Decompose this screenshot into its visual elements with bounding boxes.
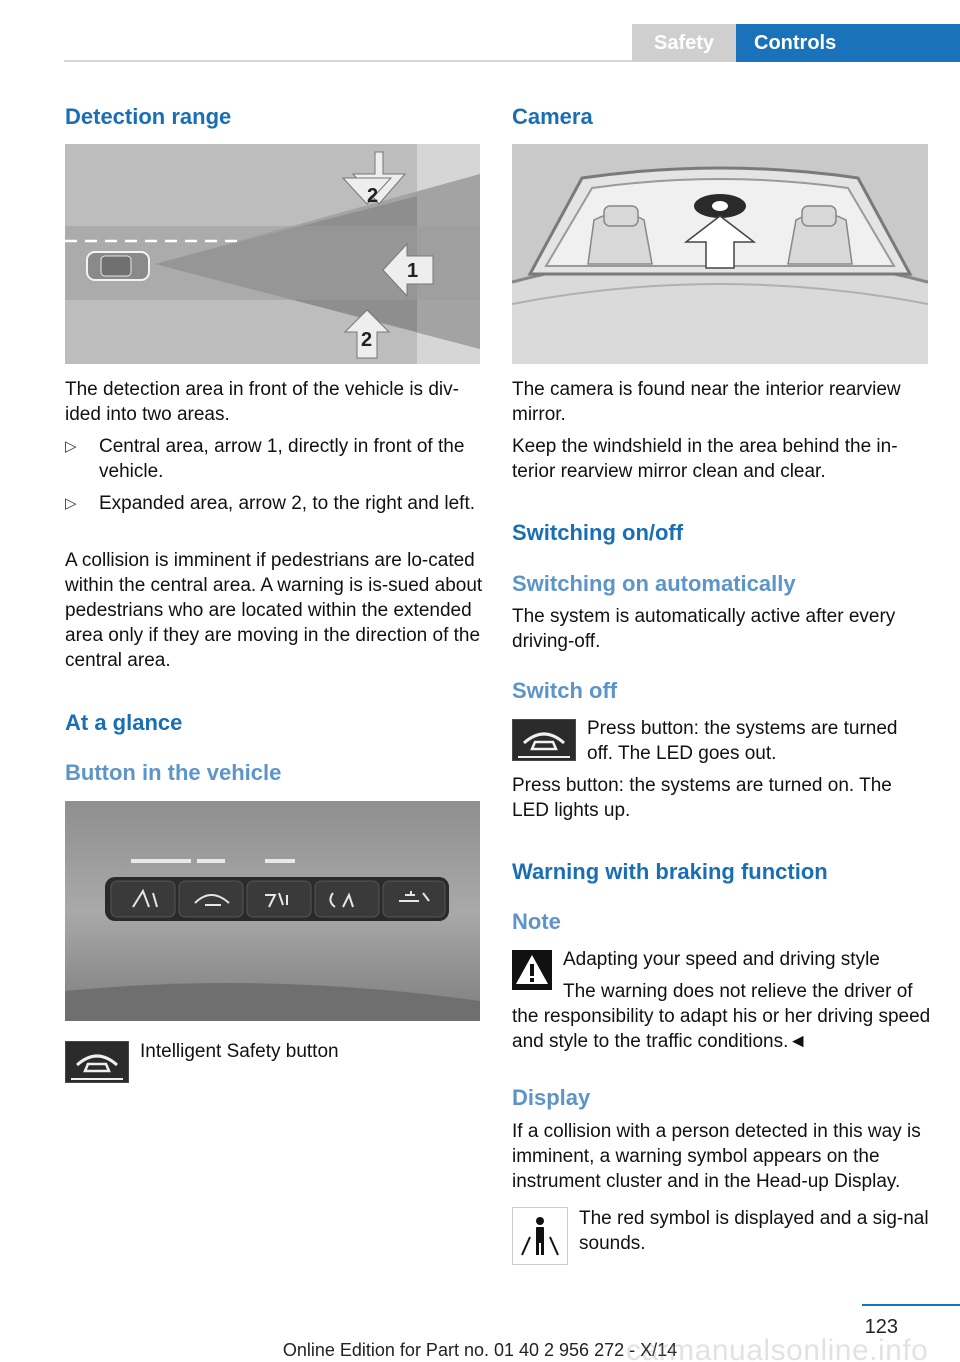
arrow-1-label: 1	[407, 260, 419, 282]
page-number: 123	[864, 1316, 898, 1338]
watermark: carmanualsonline.info	[626, 1334, 929, 1362]
bullet-arrow-icon: ▷	[65, 438, 77, 455]
bullet-expanded-area	[65, 491, 483, 541]
camera-text-1: The camera is found near the interior rearview mirror.	[512, 379, 901, 425]
detection-range-diagram	[65, 144, 480, 364]
detection-range-heading: Detection range	[65, 104, 232, 129]
camera-heading: Camera	[512, 104, 593, 129]
intelligent-safety-button-icon	[65, 1041, 129, 1083]
note-heading: Note	[512, 909, 561, 934]
switch-on-text: Press button: the systems are turned on. The LED lights up.	[512, 775, 892, 821]
red-symbol-text: The red symbol is displayed and a sig-nal sounds.	[579, 1208, 929, 1254]
edition-footer: Online Edition for Part no. 01 40 2 956 272 - X/14	[282, 1340, 678, 1360]
switch-off-heading: Switch off	[512, 678, 618, 703]
header-tab-safety: Safety	[632, 24, 736, 62]
vehicle-icon	[87, 252, 149, 280]
display-heading: Display	[512, 1085, 591, 1110]
note-text: The warning does not relieve the driver of the responsibility to adapt his or her driving speed and style to the traffic conditions.◄	[512, 981, 931, 1052]
button-panel-photo	[65, 801, 480, 1021]
at-a-glance-heading: At a glance	[65, 710, 183, 735]
auto-text: The system is automatically active after every driving-off.	[512, 606, 896, 652]
switching-heading: Switching on/off	[512, 520, 684, 545]
arrow-2-bottom-label: 2	[361, 329, 373, 351]
pedestrian-warning-icon	[512, 1207, 568, 1265]
switch-off-text: Press button: the systems are turned off. The LED goes out.	[587, 718, 898, 764]
note-title: Adapting your speed and driving style	[563, 949, 880, 970]
header-tab-controls: Controls	[736, 24, 960, 62]
detection-intro: The detection area in front of the vehicle is div-ided into two areas.	[65, 379, 459, 425]
bullet-text: Expanded area, arrow 2, to the right and left.	[99, 493, 476, 514]
bullet-central-area	[65, 434, 483, 484]
bullet-text: Central area, arrow 1, directly in front of the vehicle.	[99, 436, 465, 482]
intelligent-safety-button-icon	[512, 719, 576, 761]
switching-on-auto-heading: Switching on automatically	[512, 571, 796, 596]
footer-rule	[862, 1304, 960, 1306]
collision-paragraph: A collision is imminent if pedestrians are lo-cated within the central area. A warning is is-sued about pedestrians who are located within the extended area only if they are moving in the direction of the central area.	[65, 550, 483, 671]
arrow-2-top-label: 2	[367, 185, 379, 207]
camera-text-2: Keep the windshield in the area behind the in-terior rearview mirror clean and clear.	[512, 436, 898, 482]
camera-location-photo	[512, 144, 928, 364]
button-in-vehicle-heading: Button in the vehicle	[65, 760, 282, 785]
warning-braking-heading: Warning with braking function	[512, 859, 828, 884]
intelligent-safety-caption: Intelligent Safety button	[140, 1041, 339, 1062]
bullet-arrow-icon: ▷	[65, 495, 77, 512]
display-text: If a collision with a person detected in this way is imminent, a warning symbol appears on the instrument cluster and in the Head-up Display.	[512, 1121, 921, 1192]
